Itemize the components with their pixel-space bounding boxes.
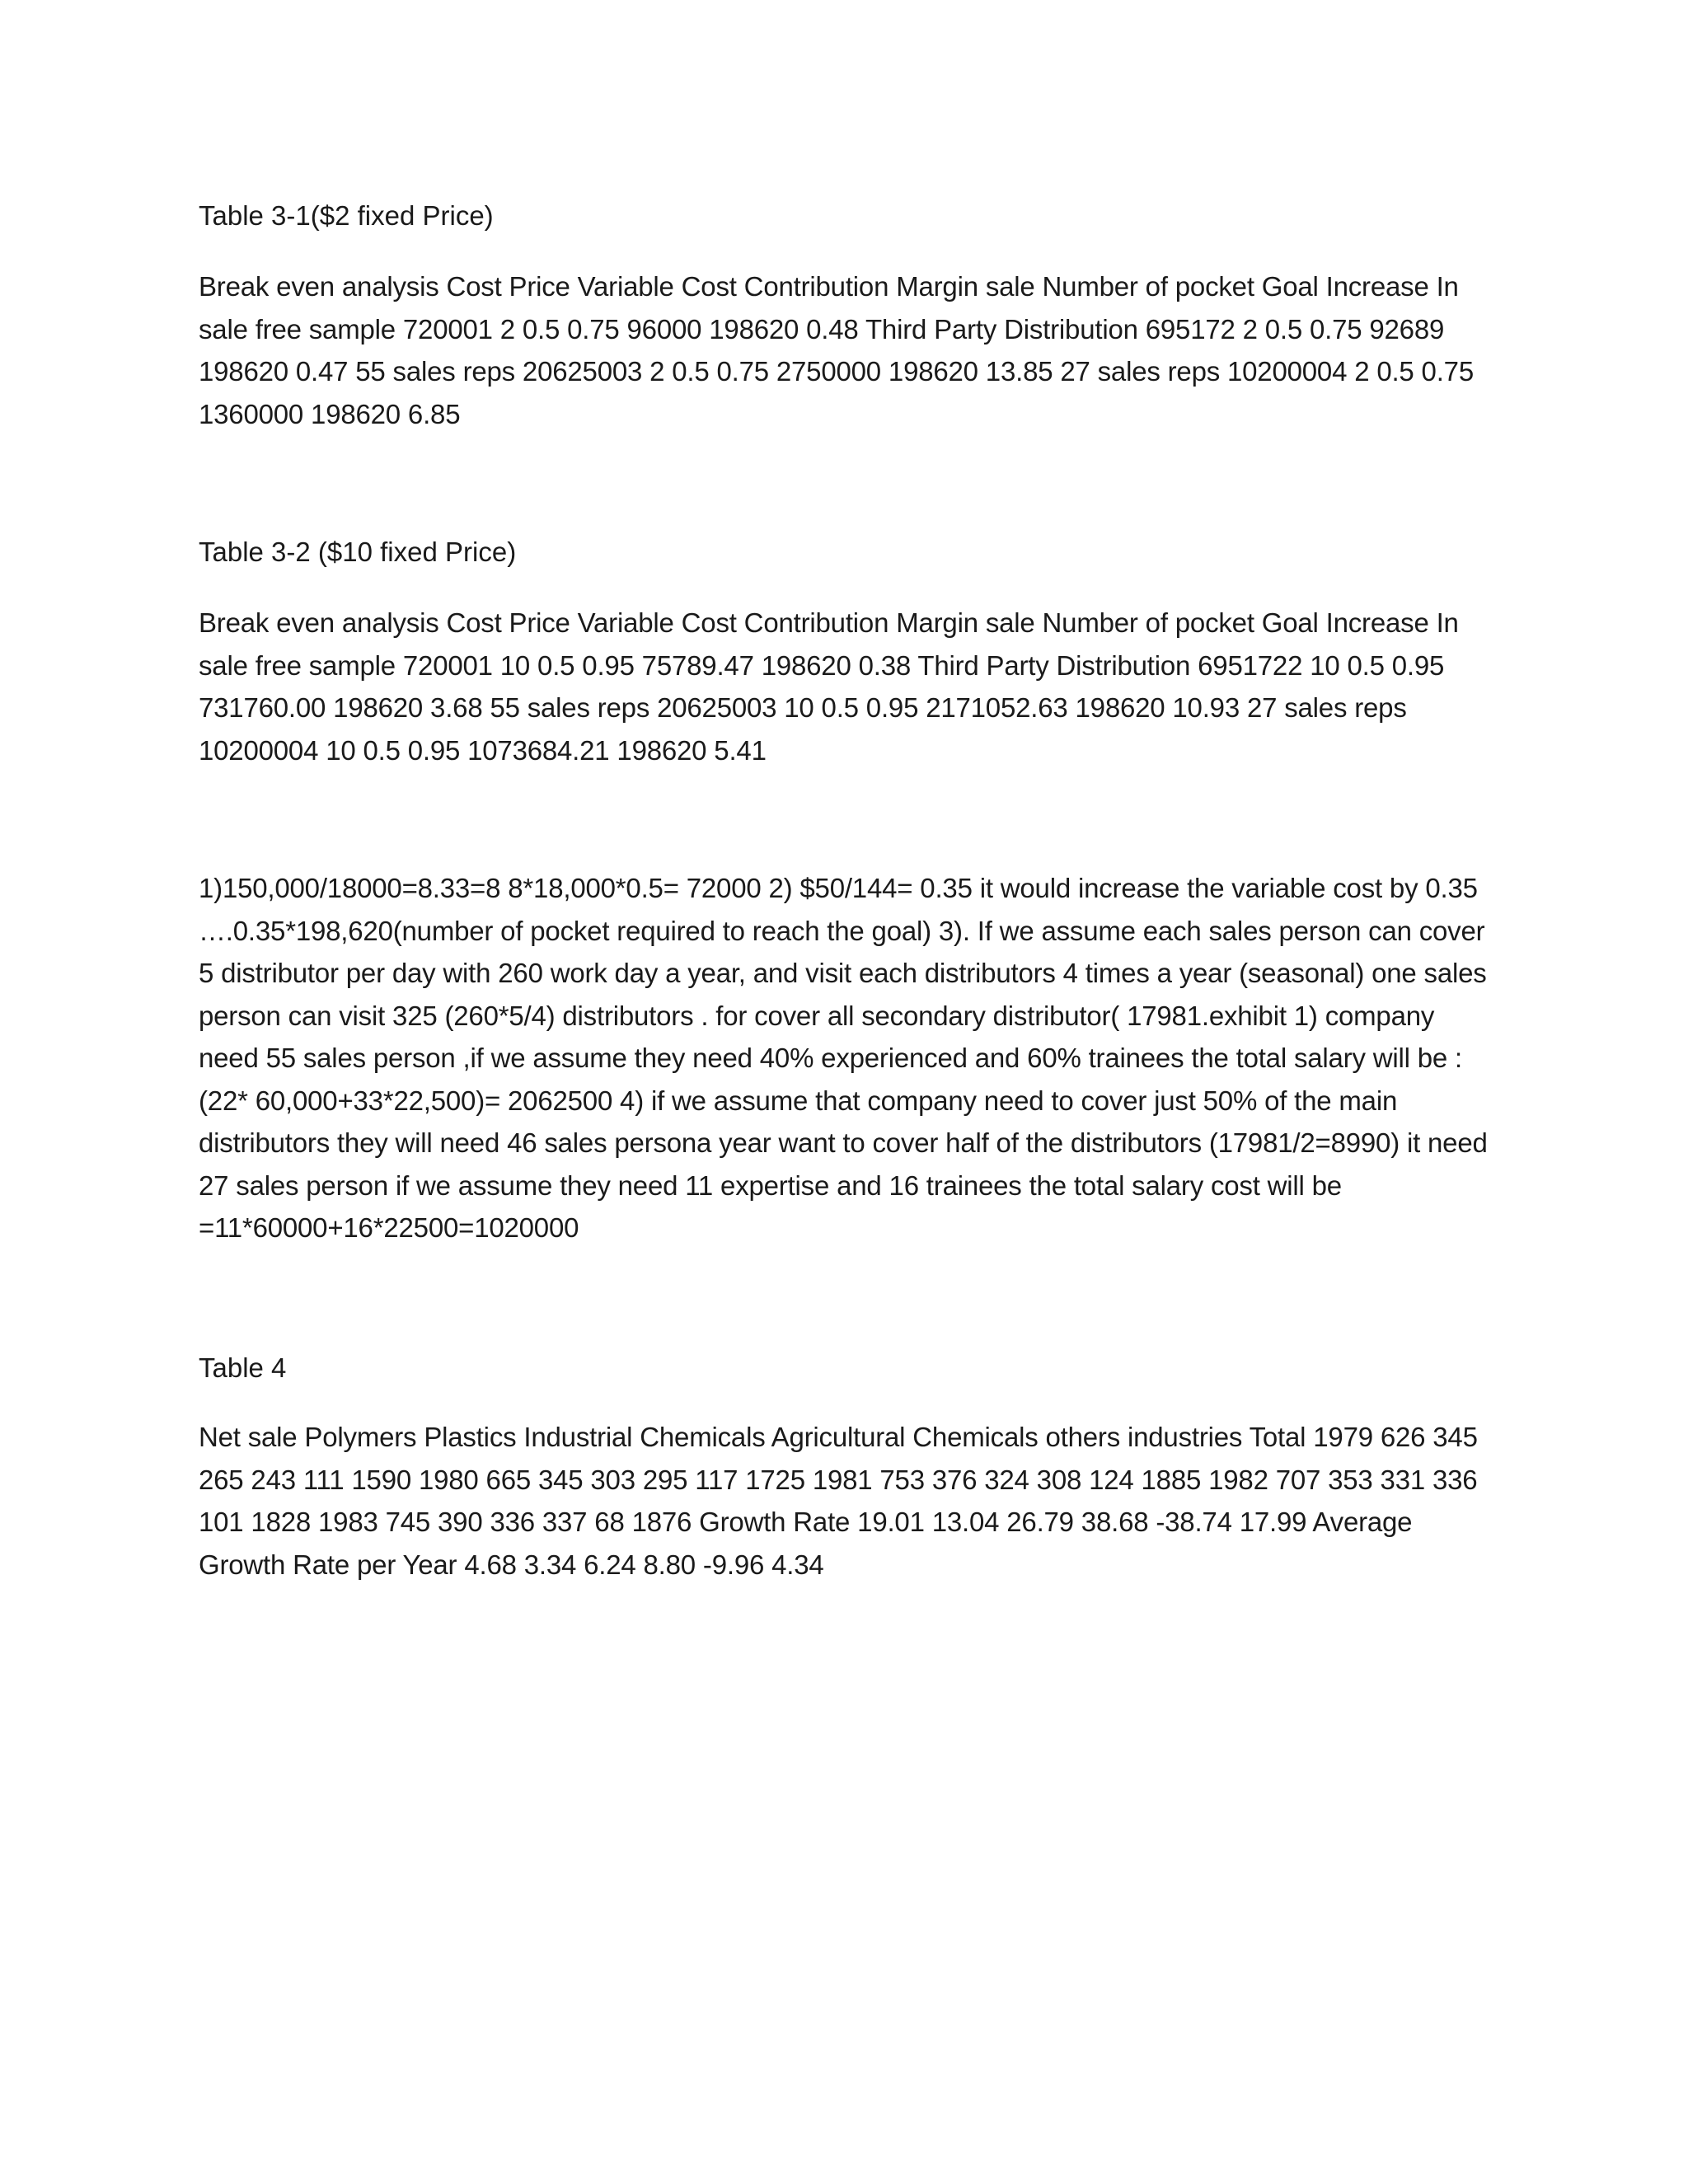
table-3-2-body: Break even analysis Cost Price Variable Cost Contribution Margin sale Number of pocket Goal Increase In sale free sample 720001 10 0.5 0.95 75789.47 198620 0.38 Third Party Distribution 6951722 10 0.5 0.95 731760.00 198620 3.68 55 sales reps 20625003 10 0.5 0.95 2171052.63 198620 10.93 27 sales reps 10200004 10 0.5 0.95 1073684.21 198620 5.41 [199,607,1459,766]
table-3-1-body: Break even analysis Cost Price Variable Cost Contribution Margin sale Number of pocket Goal Increase In sale free sample 720001 2 0.5 0.75 96000 198620 0.48 Third Party Distribution 695172 2 0.5 0.75 92689 198620 0.47 55 sales reps 20625003 2 0.5 0.75 2750000 198620 13.85 27 sales reps 10200004 2 0.5 0.75 1360000 198620 6.85 [199,271,1474,429]
calculations-paragraph: 1)150,000/18000=8.33=8 8*18,000*0.5= 72000 2) $50/144= 0.35 it would increase the variable cost by 0.35 ….0.35*198,620(number of pocket required to reach the goal) 3). If we assume each sales person can cover 5 distributor per day with 260 work day a year, and visit each distributors 4 times a year (seasonal) one sales person can visit 325 (260*5/4) distributors . for cover all secondary distributor( 17981.exhibit 1) company need 55 sales person ,if we assume they need 40% experienced and 60% trainees the total salary will be : (22* 60,000+33*22,500)= 2062500 4) if we assume that company need to cover just 50% of the main distributors they will need 46 sales persona year want to cover half of the distributors (17981/2=8990) it need 27 sales person if we assume they need 11 expertise and 16 trainees the total salary cost will be =11*60000+16*22500=1020000 [199,873,1488,1243]
table-3-2-heading: Table 3-2 ($10 fixed Price) [199,537,517,567]
table-3-1-heading: Table 3-1($2 fixed Price) [199,200,494,231]
table-4-body: Net sale Polymers Plastics Industrial Chemicals Agricultural Chemicals others industries Total 1979 626 345 265 243 111 1590 1980 665 345 303 295 117 1725 1981 753 376 324 308 124 1885 1982 707 353 331 336 101 1828 1983 745 390 336 337 68 1876 Growth Rate 19.01 13.04 26.79 38.68 -38.74 17.99 Average Growth Rate per Year 4.68 3.34 6.24 8.80 -9.96 4.34 [199,1422,1478,1580]
table-4-heading: Table 4 [199,1352,287,1383]
